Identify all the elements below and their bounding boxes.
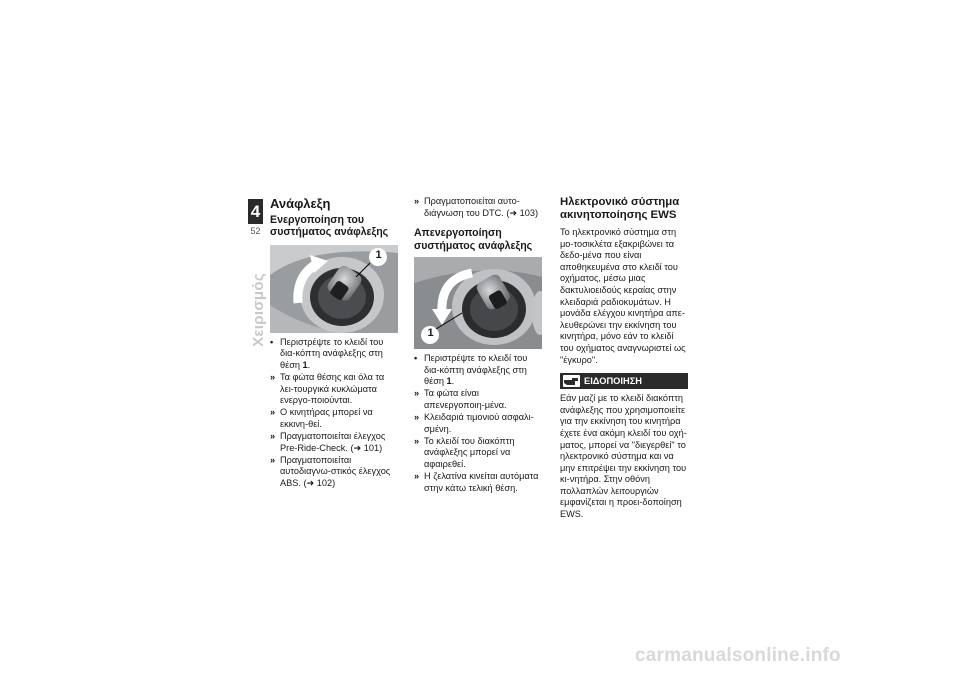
ews-description: Το ηλεκτρονικό σύστημα στη μο-τοσικλέτα εξακριβώνει τα δεδο-μένα που είναι αποθηκευμένα στο κλειδί του οχήματος, μέσω μιας δακτυλιοειδούς κεραίας στην κλειδαριά ραδιοκυμάτων. Η μονάδα ελέγχου κινητήρα απε-λευθερώνει την εκκίνηση του κινητήρα, μόνο εάν το κλειδί του οχήματος αναγνωριστεί ως "έγκυρο". (560, 227, 686, 365)
column-ignition-off (414, 196, 542, 495)
notice-text: Εάν μαζί με το κλειδί διακόπτη ανάφλεξης που χρησιμοποιείτε για την εκκίνηση του κινητήρα έχετε ένα ακόμη κλειδί του οχή-ματος, μπορεί να "διεγερθεί" το ηλεκτρονικό σύστημα και να μην επιτρέψει την εκκίνηση του κι-νητήρα. Στην οθόνη πολλαπλών λειτουργιών εμφανίζεται η προει-δοποίηση EWS. (560, 393, 687, 520)
list-item[interactable]: » Πραγματοποιείται αυτοδιαγνω-στικός έλεγχος ABS. (➜ 102) (270, 454, 391, 488)
list-item: » Κλειδαριά τιμονιού ασφαλι-σμένη. (414, 411, 534, 434)
subtitle-ignition-on: Ενεργοποίηση του συστήματος ανάφλεξης (270, 214, 389, 239)
page-number: 52 (250, 226, 261, 236)
column-ignition-on (270, 196, 398, 490)
ignition-off-list (414, 353, 542, 494)
section-title-ews: Ηλεκτρονικό σύστημα ακινητοποίησης EWS (560, 196, 680, 221)
column-ews (560, 196, 688, 521)
callout-1: 1 (375, 248, 382, 261)
list-item: » Τα φώτα θέσης και όλα τα λει-τουργικά κυκλώματα ενεργο-ποιούνται. (270, 372, 385, 406)
list-item: » Ο κινητήρας μπορεί να εκκινη-θεί. (270, 407, 373, 429)
ignition-on-list (270, 337, 398, 490)
notice-label: ΕΙΔΟΠΟΙΗΣΗ (584, 376, 642, 387)
section-title-ignition: Ανάφλεξη (270, 196, 331, 211)
ignition-off-photo (414, 257, 542, 349)
dtc-item-list (414, 196, 542, 219)
callout-1: 1 (427, 327, 434, 339)
notice-banner (560, 373, 688, 389)
list-item: » Το κλειδί του διακόπτη ανάφλεξης μπορεί να αφαιρεθεί. (414, 435, 515, 469)
list-item[interactable]: » Πραγματοποιείται έλεγχος Pre-Ride-Check. (➜ 101) (270, 431, 386, 453)
list-item[interactable]: » Πραγματοποιείται αυτο-διάγνωση του DTC. (➜ 103) (414, 196, 539, 218)
list-item: • Περιστρέψτε το κλειδί του δια-κόπτη ανάφλεξης στη θέση 1. (270, 336, 384, 370)
chapter-side-title: Χειρισμός (250, 273, 267, 347)
list-item: » Η ζελατίνα κινείται αυτόματα στην κάτω τελική θέση. (414, 470, 539, 493)
subtitle-ignition-off: Απενεργοποίηση συστήματος ανάφλεξης (414, 227, 533, 252)
list-item: » Τα φώτα είναι απενεργοποιη-μένα. (414, 388, 507, 410)
list-item: • Περιστρέψτε το κλειδί του δια-κόπτη ανάφλεξης στη θέση 1. (414, 353, 528, 387)
ignition-on-photo (270, 245, 398, 333)
watermark: carmanualsonline.info (635, 645, 841, 666)
chapter-number: 4 (248, 199, 263, 224)
notice-hand-icon (563, 375, 580, 387)
